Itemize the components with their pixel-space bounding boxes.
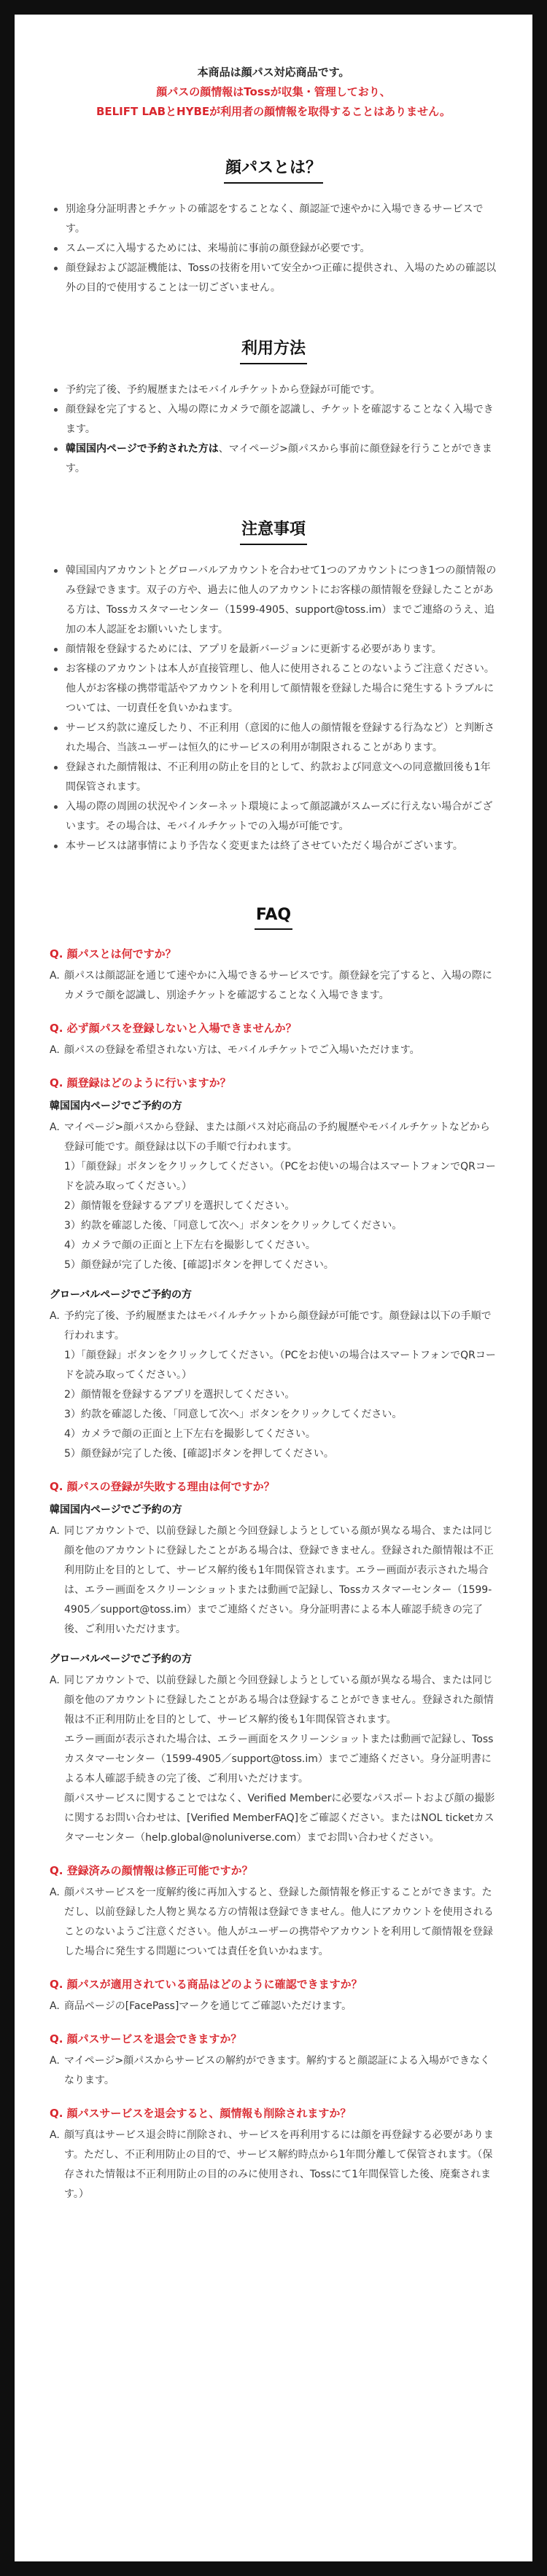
faq-subheading: グローバルページでご予約の方 xyxy=(50,1653,193,1665)
answer-text: 顔パスサービスを一度解約後に再加入すると、登録した顔情報を修正することができます。ただし、以前登録した人物と異なる方の情報は登録できません。他人にアカウントを使用されることのないようご注意ください。他人がユーザーの携帯やアカウントを利用して顔情報を登録した場合に発生する問題については責任を負いかねます。 xyxy=(64,1887,494,1957)
faq-subheading: 韓国国内ページでご予約の方 xyxy=(50,1504,182,1516)
precautions-list xyxy=(50,561,497,856)
list-item: 顔登録を完了すると、入場の際にカメラで顔を認識し、チケットを確認することなく入場できます。 xyxy=(50,400,497,439)
faq-answer-3-global xyxy=(50,1307,497,1464)
answer-mark: A. xyxy=(50,1310,60,1322)
faq-answer-3-korea xyxy=(50,1118,497,1275)
list-item: 入場の際の周囲の状況やインターネット環境によって顔認識がスムーズに行えない場合がございます。その場合は、モバイルチケットでの入場が可能です。 xyxy=(50,797,497,837)
section-what-is-facepass xyxy=(50,155,497,184)
how-to-use-list xyxy=(50,380,497,479)
list-item: 顔登録および認証機能は、Tossの技術を用いて安全かつ正確に提供され、入場のための確認以外の目的で使用することは一切ございません。 xyxy=(50,259,497,298)
list-item: お客様のアカウントは本人が直接管理し、他人に使用されることのないようご注意ください。他人がお客様の携帯電話やアカウントを利用して顔情報を登録した場合に発生するトラブルについては、一切責任を負いかねます。 xyxy=(50,659,497,719)
step-3: 3）約款を確認した後、「同意して次へ」ボタンをクリックしてください。 xyxy=(64,1409,403,1420)
faq-answer-7 xyxy=(50,2051,497,2091)
faq-heading xyxy=(50,906,497,930)
answer-text: 同じアカウントで、以前登録した顔と今回登録しようとしている顔が異なる場合、または同じ顔を他のアカウントに登録したことがある場合は、登録できません。登録された顔情報は不正利用防止を目的として、サービス解約後も1年間保管されます。エラー画面が表示された場合は、エラー画面をスクリーンショットまたは動画で記録し、Tossカスタマーセンター（1599-4905／support@toss.im）までご連絡ください。身分証明書による本人確認手続きの完了後、ご利用いただけます。 xyxy=(64,1525,494,1635)
notice-line-3: BELIFT LABとHYBEが利用者の顔情報を取得することはありません。 xyxy=(96,105,451,118)
step-4: 4）カメラで顔の正面と上下左右を撮影してください。 xyxy=(64,1428,316,1440)
korea-page-lead: 韓国国内ページで予約された方は xyxy=(66,443,219,455)
answer-mark: A. xyxy=(50,2000,60,2012)
notice-line-1: 本商品は顔パス対応商品です。 xyxy=(197,66,350,79)
faq-subheading: 韓国国内ページでご予約の方 xyxy=(50,1100,182,1112)
answer-text: 予約完了後、予約履歴またはモバイルチケットから顔登録が可能です。顔登録は以下の手順で行われます。 xyxy=(64,1310,492,1342)
answer-text: 顔パスサービスに関することではなく、Verified Memberに必要なパスポートおよび顔の撮影に関するお問い合わせは、[Verified MemberFAQ]をご確認ください。またはNOL ticketカスタマーセンター（help.global@noluniverse.com）までお問い合わせください。 xyxy=(64,1793,495,1844)
answer-text: 顔パスは顔認証を通じて速やかに入場できるサービスです。顔登録を完了すると、入場の際にカメラで顔を認識し、別途チケットを確認することなく入場できます。 xyxy=(64,970,492,1001)
answer-text: マイページ>顔パスからサービスの解約ができます。解約すると顔認証による入場ができなくなります。 xyxy=(64,2055,491,2086)
step-1: 1）「顔登録」ボタンをクリックしてください。（PCをお使いの場合はスマートフォンでQRコードを読み取ってください。） xyxy=(64,1350,496,1381)
step-4: 4）カメラで顔の正面と上下左右を撮影してください。 xyxy=(64,1240,316,1251)
list-item: 韓国国内アカウントとグローバルアカウントを合わせて1つのアカウントにつき1つの顔情報のみ登録できます。双子の方や、過去に他人のアカウントにお客様の顔情報を登録したことがある方は、Tossカスタマーセンター（1599-4905、support@toss.im）までご連絡のうえ、追加の本人認証をお願いいたします。 xyxy=(50,561,497,640)
answer-mark: A. xyxy=(50,970,60,982)
answer-text: 顔パスの登録を希望されない方は、モバイルチケットでご入場いただけます。 xyxy=(64,1044,420,1056)
answer-text: 商品ページの[FacePass]マークを通じてご確認いただけます。 xyxy=(64,2000,352,2012)
answer-text: マイページ>顔パスから登録、または顔パス対応商品の予約履歴やモバイルチケットなどから登録可能です。顔登録は以下の手順で行われます。 xyxy=(64,1121,490,1153)
answer-text: エラー画面が表示された場合は、エラー画面をスクリーンショットまたは動画で記録し、Tossカスタマーセンター（1599-4905／support@toss.im）までご連絡ください。身分証明書による本人確認手続きの完了後、ご利用いただけます。 xyxy=(64,1734,494,1785)
section-how-to-use xyxy=(50,336,497,364)
section-title: 顔パスとは？ xyxy=(224,155,323,184)
answer-text: 同じアカウントで、以前登録した顔と今回登録しようとしている顔が異なる場合、または同じ顔を他のアカウントに登録したことがある場合は登録することができません。登録された顔情報は不正利用防止を目的として、サービス解約後も1年間保管されます。 xyxy=(64,1675,494,1726)
answer-mark: A. xyxy=(50,1887,60,1898)
faq-question-7: Q. 顔パスサービスを退会できますか？ xyxy=(50,2032,242,2045)
step-2: 2）顔情報を登録するアプリを選択してください。 xyxy=(64,1200,295,1212)
section-precautions xyxy=(50,517,497,545)
list-item: サービス約款に違反したり、不正利用（意図的に他人の顔情報を登録する行為など）と判断された場合、当該ユーザーは恒久的にサービスの利用が制限されることがあります。 xyxy=(50,719,497,758)
faq-question-2: Q. 必ず顔パスを登録しないと入場できませんか？ xyxy=(50,1022,297,1035)
list-item xyxy=(50,439,497,479)
faq-subheading: グローバルページでご予約の方 xyxy=(50,1289,193,1301)
section-title: 利用方法 xyxy=(240,336,307,364)
section-title: FAQ xyxy=(255,906,292,930)
list-item: 本サービスは諸事情により予告なく変更または終了させていただく場合がございます。 xyxy=(50,837,497,856)
list-item: 予約完了後、予約履歴またはモバイルチケットから登録が可能です。 xyxy=(50,380,497,400)
answer-mark: A. xyxy=(50,2055,60,2067)
step-5: 5）顔登録が完了した後、[確認]ボタンを押してください。 xyxy=(64,1448,334,1460)
list-item: 顔情報を登録するためには、アプリを最新バージョンに更新する必要があります。 xyxy=(50,640,497,659)
faq-question-5: Q. 登録済みの顔情報は修正可能ですか？ xyxy=(50,1864,253,1877)
step-1: 1）「顔登録」ボタンをクリックしてください。（PCをお使いの場合はスマートフォンでQRコードを読み取ってください。） xyxy=(64,1161,496,1192)
korea-page-rest: 、マイページ>顔パスから事前に顔登録を行うことができます。 xyxy=(66,443,492,474)
step-2: 2）顔情報を登録するアプリを選択してください。 xyxy=(64,1389,295,1401)
answer-mark: A. xyxy=(50,1525,60,1537)
notice-line-2: 顔パスの顔情報はTossが収集・管理しており、 xyxy=(156,85,391,98)
answer-mark: A. xyxy=(50,1044,60,1056)
list-item: 登録された顔情報は、不正利用の防止を目的として、約款および同意文への同意撤回後も1年間保管されます。 xyxy=(50,758,497,797)
facepass-description-list xyxy=(50,200,497,298)
answer-mark: A. xyxy=(50,1675,60,1686)
faq-answer-4-korea xyxy=(50,1522,497,1640)
faq-question-3: Q. 顔登録はどのように行いますか？ xyxy=(50,1076,231,1089)
answer-text: 顔写真はサービス退会時に削除され、サービスを再利用するには顔を再登録する必要があります。ただし、不正利用防止の目的で、サービス解約時点から1年間分離して保管されます。（保存された情報は不正利用防止の目的のみに使用され、Tossにて1年間保管した後、廃棄されます。） xyxy=(64,2129,494,2200)
faq-answer-8 xyxy=(50,2126,497,2204)
faq-answer-4-global xyxy=(50,1671,497,1848)
step-5: 5）顔登録が完了した後、[確認]ボタンを押してください。 xyxy=(64,1259,334,1271)
faq-answer-6 xyxy=(50,1997,497,2016)
faq-answer-2 xyxy=(50,1041,497,1060)
step-3: 3）約款を確認した後、「同意して次へ」ボタンをクリックしてください。 xyxy=(64,1220,403,1232)
faq-question-6: Q. 顔パスが適用されている商品はどのように確認できますか？ xyxy=(50,1978,362,1991)
notice-block xyxy=(50,63,497,122)
section-title: 注意事項 xyxy=(240,517,307,545)
answer-mark: A. xyxy=(50,1121,60,1133)
faq-question-8: Q. 顔パスサービスを退会すると、顔情報も削除されますか？ xyxy=(50,2107,352,2120)
faq-answer-5 xyxy=(50,1883,497,1962)
content-card xyxy=(15,15,532,2561)
list-item: スムーズに入場するためには、来場前に事前の顔登録が必要です。 xyxy=(50,239,497,259)
list-item: 別途身分証明書とチケットの確認をすることなく、顔認証で速やかに入場できるサービスです。 xyxy=(50,200,497,239)
answer-mark: A. xyxy=(50,2129,60,2141)
faq-answer-1 xyxy=(50,966,497,1006)
faq-question-4: Q. 顔パスの登録が失敗する理由は何ですか？ xyxy=(50,1480,275,1493)
faq-question-1: Q. 顔パスとは何ですか？ xyxy=(50,947,176,960)
